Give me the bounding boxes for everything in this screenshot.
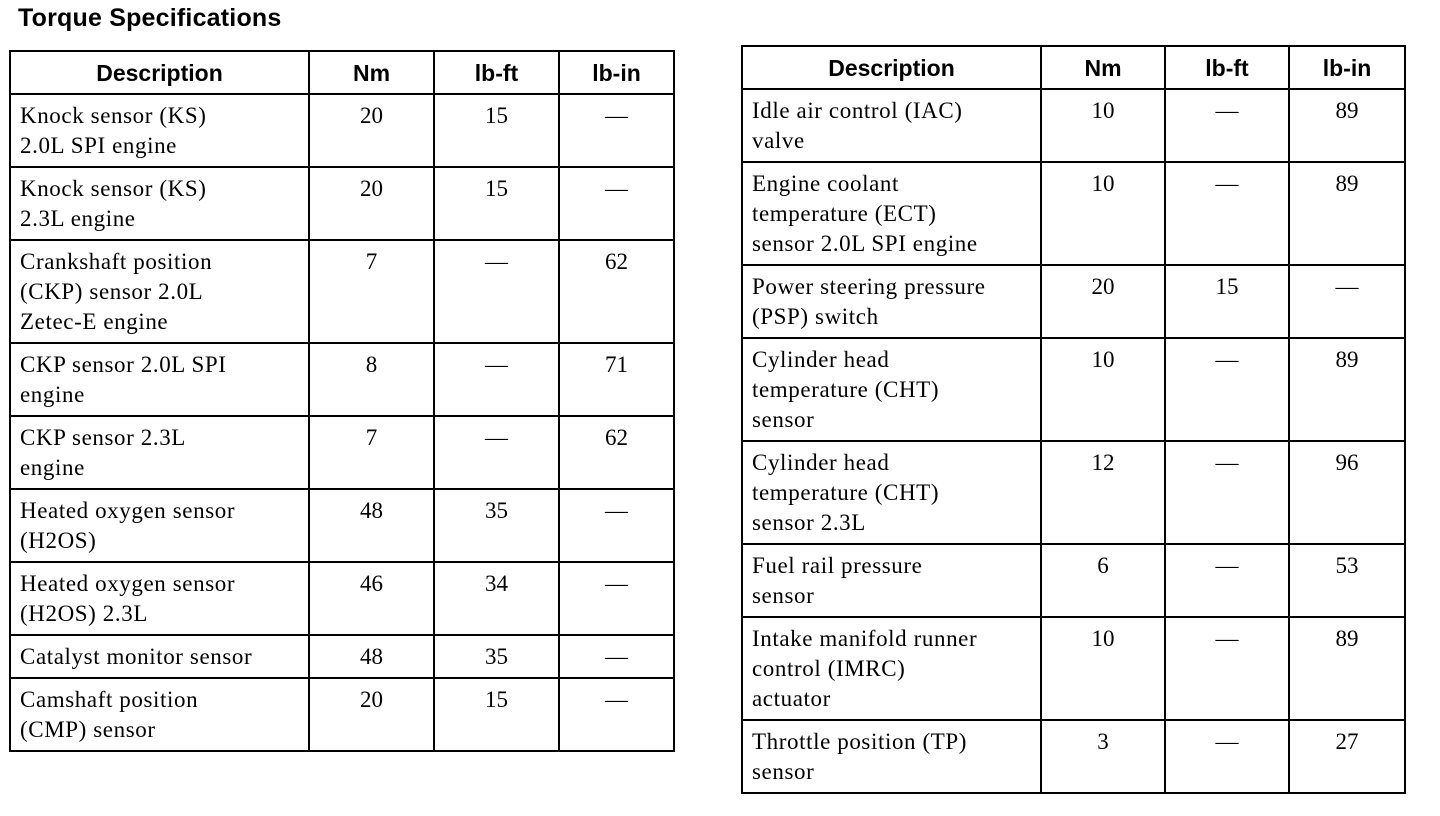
description-cell xyxy=(742,617,1041,720)
table-row xyxy=(742,441,1405,544)
table-row xyxy=(10,240,674,343)
description-line: sensor xyxy=(752,759,815,784)
description-line: (CKP) sensor 2.0L xyxy=(20,279,204,304)
lbin-cell: 89 xyxy=(1289,89,1405,162)
nm-cell: 48 xyxy=(309,635,434,678)
description-cell xyxy=(10,678,309,751)
description-line: sensor xyxy=(752,407,815,432)
lbin-header: lb-in xyxy=(559,51,674,94)
nm-cell: 7 xyxy=(309,240,434,343)
lbin-cell: 89 xyxy=(1289,617,1405,720)
lbin-cell: — xyxy=(1289,265,1405,338)
description-line: Intake manifold runner xyxy=(752,626,978,651)
table-row xyxy=(10,635,674,678)
description-line: CKP sensor 2.3L xyxy=(20,425,186,450)
description-cell xyxy=(10,635,309,678)
table-row xyxy=(10,343,674,416)
nm-cell: 8 xyxy=(309,343,434,416)
description-line: Knock sensor (KS) xyxy=(20,176,207,201)
lbin-cell: — xyxy=(559,678,674,751)
lbft-cell: 35 xyxy=(434,489,559,562)
description-line: Throttle position (TP) xyxy=(752,729,968,754)
table-row xyxy=(742,617,1405,720)
lbin-cell: — xyxy=(559,489,674,562)
lbin-cell: 62 xyxy=(559,240,674,343)
description-line: Heated oxygen sensor xyxy=(20,498,236,523)
description-line: (H2OS) xyxy=(20,528,97,553)
lbin-header: lb-in xyxy=(1289,46,1405,89)
lbft-cell: — xyxy=(434,343,559,416)
lbin-cell: 89 xyxy=(1289,162,1405,265)
description-line: Idle air control (IAC) xyxy=(752,98,963,123)
lbin-cell: 89 xyxy=(1289,338,1405,441)
lbft-cell: 15 xyxy=(434,94,559,167)
nm-cell: 3 xyxy=(1041,720,1165,793)
nm-cell: 10 xyxy=(1041,162,1165,265)
lbft-cell: — xyxy=(1165,441,1289,544)
description-line: Camshaft position xyxy=(20,687,199,712)
description-cell xyxy=(742,720,1041,793)
torque-table-right xyxy=(741,45,1406,794)
table-header-row xyxy=(10,51,674,94)
description-line: sensor 2.3L xyxy=(752,510,866,535)
description-cell xyxy=(742,338,1041,441)
nm-cell: 10 xyxy=(1041,617,1165,720)
lbft-cell: — xyxy=(1165,720,1289,793)
description-line: sensor xyxy=(752,583,815,608)
lbft-cell: 35 xyxy=(434,635,559,678)
lbin-cell: — xyxy=(559,94,674,167)
nm-cell: 7 xyxy=(309,416,434,489)
nm-cell: 20 xyxy=(309,678,434,751)
description-line: temperature (CHT) xyxy=(752,377,940,402)
table-body xyxy=(10,94,674,751)
nm-header: Nm xyxy=(309,51,434,94)
description-cell xyxy=(10,343,309,416)
nm-cell: 6 xyxy=(1041,544,1165,617)
page-title: Torque Specifications xyxy=(18,4,282,32)
lbft-cell: — xyxy=(1165,162,1289,265)
lbft-cell: — xyxy=(1165,338,1289,441)
description-cell xyxy=(742,441,1041,544)
description-line: Heated oxygen sensor xyxy=(20,571,236,596)
description-line: control (IMRC) xyxy=(752,656,906,681)
description-line: Fuel rail pressure xyxy=(752,553,923,578)
table-row xyxy=(10,167,674,240)
torque-table-left xyxy=(9,50,675,752)
description-cell xyxy=(742,89,1041,162)
table-row xyxy=(10,489,674,562)
nm-cell: 20 xyxy=(309,94,434,167)
description-line: Zetec-E engine xyxy=(20,309,169,334)
description-line: (PSP) switch xyxy=(752,304,879,329)
description-cell xyxy=(10,489,309,562)
description-line: temperature (ECT) xyxy=(752,201,937,226)
lbft-cell: — xyxy=(1165,89,1289,162)
description-line: sensor 2.0L SPI engine xyxy=(752,231,978,256)
table-row xyxy=(10,416,674,489)
lbft-cell: — xyxy=(1165,544,1289,617)
lbin-cell: 62 xyxy=(559,416,674,489)
lbin-cell: — xyxy=(559,562,674,635)
lbft-cell: 15 xyxy=(1165,265,1289,338)
description-line: (CMP) sensor xyxy=(20,717,156,742)
lbin-cell: — xyxy=(559,635,674,678)
table-row xyxy=(742,720,1405,793)
lbft-header: lb-ft xyxy=(1165,46,1289,89)
description-line: valve xyxy=(752,128,805,153)
description-line: CKP sensor 2.0L SPI xyxy=(20,352,227,377)
nm-cell: 46 xyxy=(309,562,434,635)
lbft-cell: 15 xyxy=(434,167,559,240)
table-row xyxy=(742,265,1405,338)
lbin-cell: 53 xyxy=(1289,544,1405,617)
nm-cell: 12 xyxy=(1041,441,1165,544)
table-row xyxy=(742,544,1405,617)
nm-cell: 20 xyxy=(1041,265,1165,338)
description-cell xyxy=(10,94,309,167)
lbin-cell: — xyxy=(559,167,674,240)
table-row xyxy=(10,678,674,751)
table-row xyxy=(10,94,674,167)
nm-cell: 48 xyxy=(309,489,434,562)
nm-cell: 10 xyxy=(1041,89,1165,162)
lbft-cell: 34 xyxy=(434,562,559,635)
description-header: Description xyxy=(10,51,309,94)
description-cell xyxy=(742,265,1041,338)
lbft-cell: — xyxy=(1165,617,1289,720)
description-line: Cylinder head xyxy=(752,450,890,475)
description-line: Engine coolant xyxy=(752,171,899,196)
description-cell xyxy=(10,416,309,489)
description-line: 2.0L SPI engine xyxy=(20,133,177,158)
table-row xyxy=(742,89,1405,162)
description-line: Cylinder head xyxy=(752,347,890,372)
description-cell xyxy=(742,162,1041,265)
description-line: Knock sensor (KS) xyxy=(20,103,207,128)
description-cell xyxy=(10,240,309,343)
description-line: actuator xyxy=(752,686,831,711)
table-row xyxy=(742,338,1405,441)
description-line: Power steering pressure xyxy=(752,274,986,299)
description-line: Crankshaft position xyxy=(20,249,213,274)
lbft-cell: — xyxy=(434,240,559,343)
description-line: 2.3L engine xyxy=(20,206,136,231)
description-cell xyxy=(10,167,309,240)
description-line: engine xyxy=(20,455,85,480)
description-line: (H2OS) 2.3L xyxy=(20,601,148,626)
description-line: temperature (CHT) xyxy=(752,480,940,505)
table-body xyxy=(742,89,1405,793)
lbft-header: lb-ft xyxy=(434,51,559,94)
table-row xyxy=(10,562,674,635)
table-header-row xyxy=(742,46,1405,89)
lbin-cell: 27 xyxy=(1289,720,1405,793)
lbft-cell: 15 xyxy=(434,678,559,751)
lbin-cell: 71 xyxy=(559,343,674,416)
nm-cell: 10 xyxy=(1041,338,1165,441)
description-line: engine xyxy=(20,382,85,407)
description-cell xyxy=(742,544,1041,617)
lbin-cell: 96 xyxy=(1289,441,1405,544)
description-cell xyxy=(10,562,309,635)
nm-header: Nm xyxy=(1041,46,1165,89)
description-header: Description xyxy=(742,46,1041,89)
description-line: Catalyst monitor sensor xyxy=(20,644,253,669)
table-row xyxy=(742,162,1405,265)
nm-cell: 20 xyxy=(309,167,434,240)
lbft-cell: — xyxy=(434,416,559,489)
